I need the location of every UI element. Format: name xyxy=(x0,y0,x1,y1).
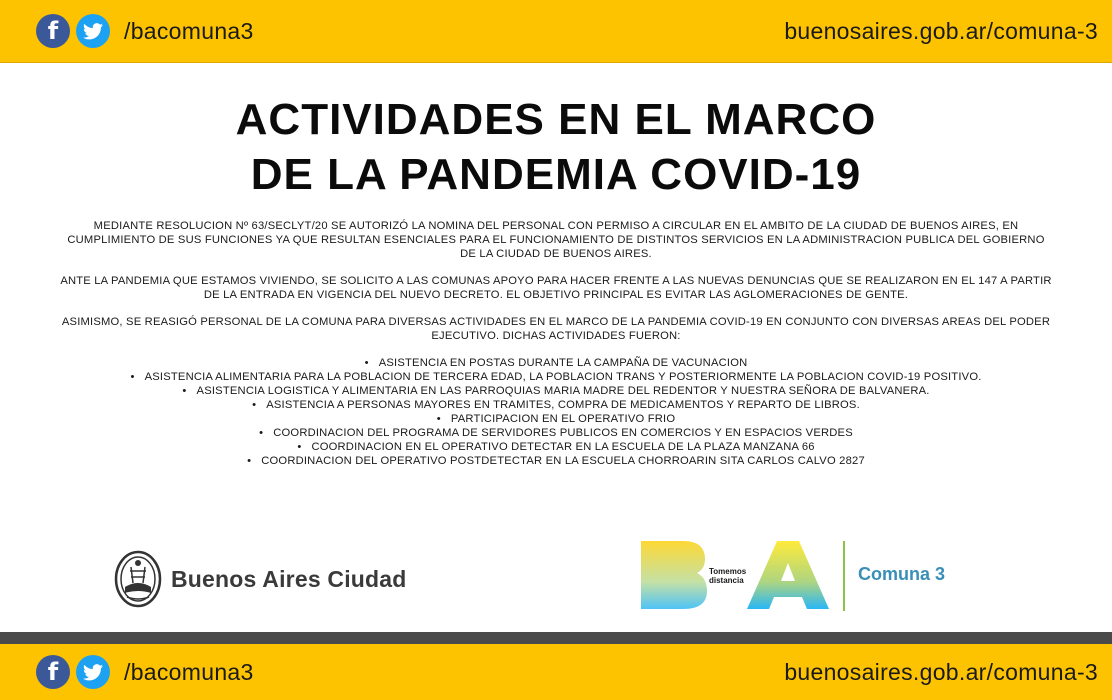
facebook-icon[interactable]: f xyxy=(36,14,70,48)
site-url[interactable]: buenosaires.gob.ar/comuna-3 xyxy=(784,658,1098,685)
slogan xyxy=(709,567,746,585)
page-title xyxy=(0,92,1112,202)
list-item: • PARTICIPACION EN EL OPERATIVO FRIO xyxy=(60,412,1052,426)
bottom-bar xyxy=(0,644,1112,700)
body-text xyxy=(60,219,1052,468)
social-links-footer xyxy=(36,655,254,689)
facebook-icon[interactable]: f xyxy=(36,655,70,689)
list-item: • ASISTENCIA ALIMENTARIA PARA LA POBLACION DE TERCERA EDAD, LA POBLACION TRANS Y POSTERIORMENTE LA POBLACION COVID-19 POSITIVO. xyxy=(60,370,1052,384)
footer-divider xyxy=(0,632,1112,644)
social-links xyxy=(36,14,254,48)
ba-comuna-logo xyxy=(639,537,959,613)
paragraph: ANTE LA PANDEMIA QUE ESTAMOS VIVIENDO, SE SOLICITO A LAS COMUNAS APOYO PARA HACER FRENTE A LAS NUEVAS DENUNCIAS QUE SE REALIZARON EN EL 147 A PARTIR DE LA ENTRADA EN VIGENCIA DEL NUEVO DECRETO. EL OBJETIVO PRINCIPAL ES EVITAR LAS AGLOMERACIONES DE GENTE. xyxy=(60,275,1052,301)
twitter-icon[interactable] xyxy=(76,655,110,689)
paragraph: ASIMISMO, SE REASIGÓ PERSONAL DE LA COMUNA PARA DIVERSAS ACTIVIDADES EN EL MARCO DE LA PANDEMIA COVID-19 EN CONJUNTO CON DIVERSAS AREAS DEL PODER EJECUTIVO. DICHAS ACTIVIDADES FUERON: xyxy=(61,316,1051,342)
list-item: • COORDINACION EN EL OPERATIVO DETECTAR EN LA ESCUELA DE LA PLAZA MANZANA 66 xyxy=(60,440,1052,454)
list-item: • ASISTENCIA EN POSTAS DURANTE LA CAMPAÑA DE VACUNACION xyxy=(60,356,1052,370)
logo-divider xyxy=(843,541,845,611)
list-item: • ASISTENCIA A PERSONAS MAYORES EN TRAMITES, COMPRA DE MEDICAMENTOS Y REPARTO DE LIBROS. xyxy=(60,398,1052,412)
logo-text: Buenos Aires Ciudad xyxy=(171,565,407,592)
title-line-1: ACTIVIDADES EN EL MARCO xyxy=(235,95,877,144)
slogan-line-2: distancia xyxy=(709,576,744,585)
city-seal-icon xyxy=(113,549,163,609)
list-item: • ASISTENCIA LOGISTICA Y ALIMENTARIA EN LAS PARROQUIAS MARIA MADRE DEL REDENTOR Y NUESTRA SEÑORA DE BALVANERA. xyxy=(60,384,1052,398)
list-item: • COORDINACION DEL OPERATIVO POSTDETECTAR EN LA ESCUELA CHORROARIN SITA CARLOS CALVO 2827 xyxy=(60,454,1052,468)
social-handle[interactable]: /bacomuna3 xyxy=(124,658,254,685)
social-handle[interactable]: /bacomuna3 xyxy=(124,17,254,44)
top-bar xyxy=(0,0,1112,63)
slogan-line-1: Tomemos xyxy=(709,567,747,576)
buenos-aires-ciudad-logo xyxy=(113,549,407,609)
twitter-icon[interactable] xyxy=(76,14,110,48)
comuna-label: Comuna 3 xyxy=(858,564,946,584)
title-line-2: DE LA PANDEMIA COVID-19 xyxy=(250,150,862,199)
site-url[interactable]: buenosaires.gob.ar/comuna-3 xyxy=(784,17,1098,44)
list-item: • COORDINACION DEL PROGRAMA DE SERVIDORES PUBLICOS EN COMERCIOS Y EN ESPACIOS VERDES xyxy=(60,426,1052,440)
paragraph: MEDIANTE RESOLUCION Nº 63/SECLYT/20 SE AUTORIZÓ LA NOMINA DEL PERSONAL CON PERMISO A CIRCULAR EN EL AMBITO DE LA CIUDAD DE BUENOS AIRES, EN CUMPLIMIENTO DE SUS FUNCIONES YA QUE RESULTAN ESENCIALES PARA EL FUNCIONAMIENTO DE DISTINTOS SERVICIOS EN LA ADMINISTRACION PUBLICA DEL GOBIERNO DE LA CIUDAD DE BUENOS AIRES. xyxy=(67,220,1045,260)
activities-list xyxy=(60,356,1052,468)
